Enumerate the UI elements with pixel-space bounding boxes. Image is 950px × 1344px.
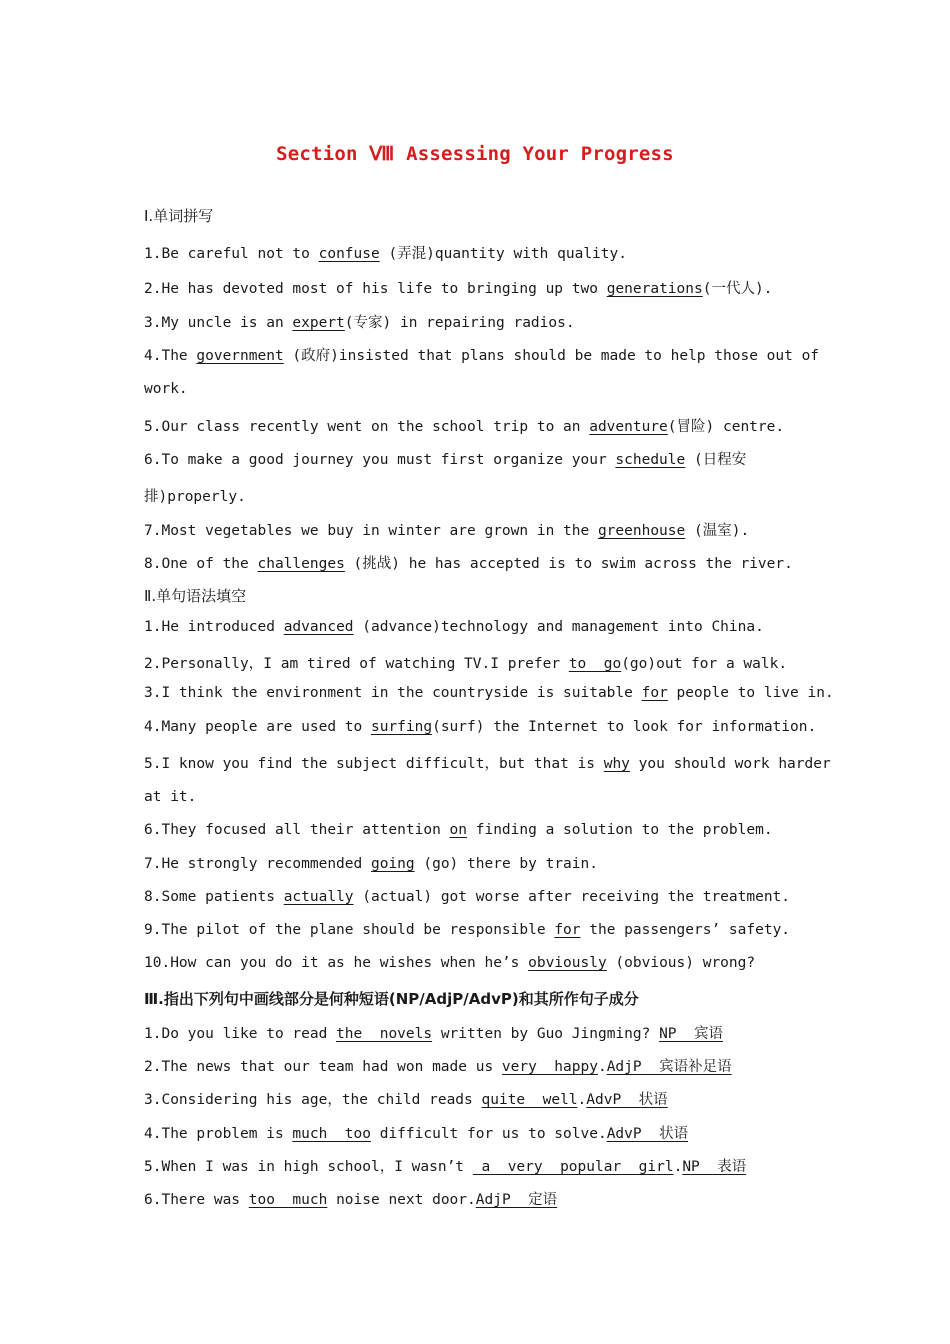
question-2-9: 9.The pilot of the plane should be responsible for the passengers’ safety. <box>144 922 791 938</box>
answer-phrase-type: NP 宾语 <box>659 1026 723 1042</box>
answer-phrase-type: AdvP 状语 <box>586 1092 668 1108</box>
question-2-10: 10.How can you do it as he wishes when he’s obviously (obvious) wrong? <box>144 955 756 971</box>
question-3-3: 3.Considering his age，the child reads quite well.AdvP 状语 <box>144 1092 668 1108</box>
answer: adventure <box>589 419 668 435</box>
answer: a very popular girl <box>472 1159 674 1175</box>
section-heading-3: Ⅲ.指出下列句中画线部分是何种短语(NP/AdjP/AdvP)和其所作句子成分 <box>144 990 639 1008</box>
question-2-3: 3.I think the environment in the countryside is suitable for people to live in. <box>144 685 834 701</box>
answer: for <box>641 685 668 701</box>
answer-phrase-type: NP 表语 <box>682 1159 747 1175</box>
question-1-5: 5.Our class recently went on the school trip to an adventure(冒险) centre. <box>144 419 785 435</box>
question-2-8: 8.Some patients actually (actual) got worse after receiving the treatment. <box>144 889 791 905</box>
answer: much too <box>292 1126 371 1142</box>
answer: surfing <box>370 719 433 735</box>
question-2-6: 6.They focused all their attention on finding a solution to the problem. <box>144 822 773 838</box>
answer-phrase-type: AdjP 宾语补足语 <box>606 1059 732 1075</box>
question-1-3: 3.My uncle is an expert(专家) in repairing radios. <box>144 315 575 331</box>
answer: expert <box>292 315 345 331</box>
question-3-5: 5.When I was in high school，I wasn’t a very popular girl.NP 表语 <box>144 1159 747 1175</box>
answer: confuse <box>318 246 380 262</box>
answer: why <box>603 756 630 772</box>
answer: going <box>370 856 415 872</box>
question-1-4: 4.The government (政府)insisted that plans should be made to help those out of <box>144 348 820 364</box>
answer: too much <box>248 1192 328 1208</box>
answer: the novels <box>336 1026 433 1042</box>
answer: on <box>449 822 468 838</box>
question-1-2: 2.He has devoted most of his life to bringing up two generations(一代人). <box>144 281 773 297</box>
question-2-5-continued: at it. <box>144 789 197 805</box>
question-3-1: 1.Do you like to read the novels written by Guo Jingming? NP 宾语 <box>144 1026 723 1042</box>
question-3-6: 6.There was too much noise next door.AdjP 定语 <box>144 1192 558 1208</box>
section-heading-2: Ⅱ.单句语法填空 <box>144 587 247 605</box>
answer: greenhouse <box>597 523 686 539</box>
answer: very happy <box>501 1059 598 1075</box>
answer: schedule <box>615 452 686 468</box>
question-2-4: 4.Many people are used to surfing(surf) the Internet to look for information. <box>144 719 817 735</box>
answer-phrase-type: AdjP 定语 <box>475 1192 558 1208</box>
answer: generations <box>606 281 703 297</box>
section-heading-1: Ⅰ.单词拼写 <box>144 207 214 225</box>
answer: to go <box>568 656 622 672</box>
answer-phrase-type: AdvP 状语 <box>606 1126 689 1142</box>
answer: advanced <box>283 619 354 635</box>
question-1-1: 1.Be careful not to confuse (弄混)quantity with quality. <box>144 246 627 262</box>
question-2-2: 2.Personally，I am tired of watching TV.I prefer to go(go)out for a walk. <box>144 656 788 672</box>
question-2-1: 1.He introduced advanced (advance)technology and management into China. <box>144 619 764 635</box>
answer: obviously <box>528 955 607 971</box>
question-1-8: 8.One of the challenges (挑战) he has accepted is to swim across the river. <box>144 556 793 572</box>
question-1-6-continued: 排)properly. <box>144 489 246 505</box>
question-3-2: 2.The news that our team had won made us very happy.AdjP 宾语补足语 <box>144 1059 732 1075</box>
question-2-7: 7.He strongly recommended going (go) there by train. <box>144 856 598 872</box>
answer: for <box>554 922 581 938</box>
page-title: Section Ⅷ Assessing Your Progress <box>276 143 674 165</box>
question-1-4-continued: work. <box>144 381 188 397</box>
answer: challenges <box>257 556 345 572</box>
answer: quite well <box>481 1092 578 1108</box>
answer: actually <box>283 889 354 905</box>
question-1-6: 6.To make a good journey you must first organize your schedule (日程安 <box>144 452 747 468</box>
question-1-7: 7.Most vegetables we buy in winter are grown in the greenhouse (温室). <box>144 523 750 539</box>
answer: government <box>196 348 284 364</box>
question-2-5: 5.I know you find the subject difficult，but that is why you should work harder <box>144 756 831 772</box>
question-3-4: 4.The problem is much too difficult for us to solve.AdvP 状语 <box>144 1126 689 1142</box>
